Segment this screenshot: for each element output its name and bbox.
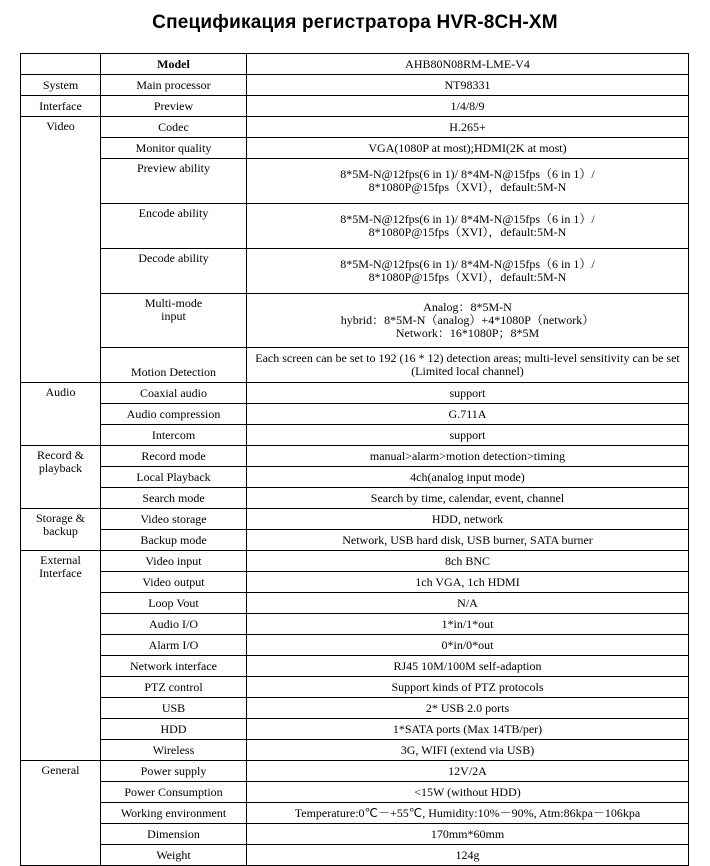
feature-cell: Encode ability [101, 204, 247, 249]
document-title: Спецификация регистратора HVR-8CH-XM [152, 12, 558, 33]
category-cell: General [21, 761, 101, 866]
feature-line: input [161, 309, 186, 323]
feature-cell: Video output [101, 572, 247, 593]
table-row [21, 635, 689, 656]
feature-cell: USB [101, 698, 247, 719]
feature-cell: Monitor quality [101, 138, 247, 159]
table-row [21, 404, 689, 425]
table-row [21, 509, 689, 530]
value-cell: Network, USB hard disk, USB burner, SATA burner [247, 530, 689, 551]
table-row [21, 551, 689, 572]
value-line: Analog：8*5M-N [423, 300, 512, 314]
category-cell: Video [21, 117, 101, 383]
category-cell [21, 509, 101, 551]
value-cell: <15W (without HDD) [247, 782, 689, 803]
category-cell: Audio [21, 383, 101, 446]
value-line: 8*5M-N@12fps(6 in 1)/ 8*4M-N@15fps（6 in 1）/ [340, 257, 595, 271]
value-cell [247, 249, 689, 294]
value-cell: 0*in/0*out [247, 635, 689, 656]
value-cell: support [247, 425, 689, 446]
table-row [21, 803, 689, 824]
value-cell: RJ45 10M/100M self-adaption [247, 656, 689, 677]
table-row [21, 845, 689, 866]
table-row [21, 740, 689, 761]
value-cell [247, 348, 689, 383]
table-row [21, 824, 689, 845]
value-cell [247, 204, 689, 249]
category-cell [21, 551, 101, 761]
value-cell: 12V/2A [247, 761, 689, 782]
spec-table [20, 53, 689, 866]
category-line: playback [38, 461, 83, 475]
table-row [21, 761, 689, 782]
table-row [21, 348, 689, 383]
table-row [21, 117, 689, 138]
value-cell: 1*in/1*out [247, 614, 689, 635]
value-line: Each screen can be set to 192 (16 * 12) detection areas; multi-level sensitivity can be set [255, 351, 680, 365]
feature-cell: Preview ability [101, 159, 247, 204]
table-row [21, 75, 689, 96]
feature-cell: Local Playback [101, 467, 247, 488]
table-row [21, 425, 689, 446]
table-row [21, 677, 689, 698]
feature-cell: Main processor [101, 75, 247, 96]
feature-cell: Weight [101, 845, 247, 866]
category-line: Interface [39, 566, 82, 580]
feature-cell: Decode ability [101, 249, 247, 294]
value-cell: 1ch VGA, 1ch HDMI [247, 572, 689, 593]
table-row [21, 54, 689, 75]
header-empty-cell [21, 54, 101, 75]
value-cell: 124g [247, 845, 689, 866]
value-cell: 170mm*60mm [247, 824, 689, 845]
feature-cell: Power Consumption [101, 782, 247, 803]
value-cell: 4ch(analog input mode) [247, 467, 689, 488]
value-cell: Search by time, calendar, event, channel [247, 488, 689, 509]
value-cell: 1/4/8/9 [247, 96, 689, 117]
category-line: External [40, 553, 81, 567]
feature-cell: Working environment [101, 803, 247, 824]
value-cell: VGA(1080P at most);HDMI(2K at most) [247, 138, 689, 159]
value-cell: HDD, network [247, 509, 689, 530]
table-row [21, 467, 689, 488]
value-cell [247, 159, 689, 204]
feature-cell: Codec [101, 117, 247, 138]
table-row [21, 249, 689, 294]
category-line: backup [43, 524, 78, 538]
feature-cell: PTZ control [101, 677, 247, 698]
category-cell: System [21, 75, 101, 96]
feature-cell: Alarm I/O [101, 635, 247, 656]
table-row [21, 719, 689, 740]
feature-line: Multi-mode [144, 296, 203, 310]
value-cell: 3G, WIFI (extend via USB) [247, 740, 689, 761]
value-cell: 1*SATA ports (Max 14TB/per) [247, 719, 689, 740]
feature-cell: Search mode [101, 488, 247, 509]
value-cell: support [247, 383, 689, 404]
table-row [21, 159, 689, 204]
table-row [21, 614, 689, 635]
table-row [21, 488, 689, 509]
value-cell: N/A [247, 593, 689, 614]
value-line: 8*1080P@15fps（XVI），default:5M-N [368, 225, 567, 239]
feature-cell: Loop Vout [101, 593, 247, 614]
table-row [21, 656, 689, 677]
value-line: 8*5M-N@12fps(6 in 1)/ 8*4M-N@15fps（6 in 1）/ [340, 212, 595, 226]
table-row [21, 446, 689, 467]
feature-cell [101, 294, 247, 348]
table-row [21, 138, 689, 159]
table-row [21, 782, 689, 803]
table-row [21, 593, 689, 614]
table-row [21, 572, 689, 593]
feature-cell: Video storage [101, 509, 247, 530]
category-cell [21, 446, 101, 509]
value-line: hybrid：8*5M-N（analog）+4*1080P（network） [340, 313, 595, 327]
feature-cell: Record mode [101, 446, 247, 467]
value-line: (Limited local channel) [411, 364, 524, 378]
feature-cell: Video input [101, 551, 247, 572]
value-cell: G.711A [247, 404, 689, 425]
feature-cell: Intercom [101, 425, 247, 446]
feature-cell: Motion Detection [101, 348, 247, 383]
table-row [21, 698, 689, 719]
table-row [21, 294, 689, 348]
value-cell: 8ch BNC [247, 551, 689, 572]
header-model-value: AHB80N08RM-LME-V4 [247, 54, 689, 75]
feature-cell: Power supply [101, 761, 247, 782]
value-cell [247, 294, 689, 348]
feature-cell: Wireless [101, 740, 247, 761]
feature-cell: HDD [101, 719, 247, 740]
value-cell: manual>alarm>motion detection>timing [247, 446, 689, 467]
category-cell: Interface [21, 96, 101, 117]
value-line: 8*5M-N@12fps(6 in 1)/ 8*4M-N@15fps（6 in 1）/ [340, 167, 595, 181]
value-line: 8*1080P@15fps（XVI），default:5M-N [368, 270, 567, 284]
value-cell: Temperature:0℃－+55℃, Humidity:10%－90%, Atm:86kpa－106kpa [247, 803, 689, 824]
feature-cell: Network interface [101, 656, 247, 677]
feature-cell: Coaxial audio [101, 383, 247, 404]
table-row [21, 383, 689, 404]
category-line: Storage & [36, 511, 85, 525]
feature-cell: Backup mode [101, 530, 247, 551]
value-line: 8*1080P@15fps（XVI），default:5M-N [368, 180, 567, 194]
feature-cell: Dimension [101, 824, 247, 845]
value-cell: H.265+ [247, 117, 689, 138]
table-row [21, 96, 689, 117]
header-model-label: Model [101, 54, 247, 75]
feature-cell: Audio compression [101, 404, 247, 425]
value-cell: 2* USB 2.0 ports [247, 698, 689, 719]
feature-cell: Audio I/O [101, 614, 247, 635]
value-line: Network：16*1080P；8*5M [395, 326, 540, 340]
value-cell: Support kinds of PTZ protocols [247, 677, 689, 698]
feature-cell: Preview [101, 96, 247, 117]
table-row [21, 530, 689, 551]
category-line: Record & [37, 448, 84, 462]
table-row [21, 204, 689, 249]
value-cell: NT98331 [247, 75, 689, 96]
